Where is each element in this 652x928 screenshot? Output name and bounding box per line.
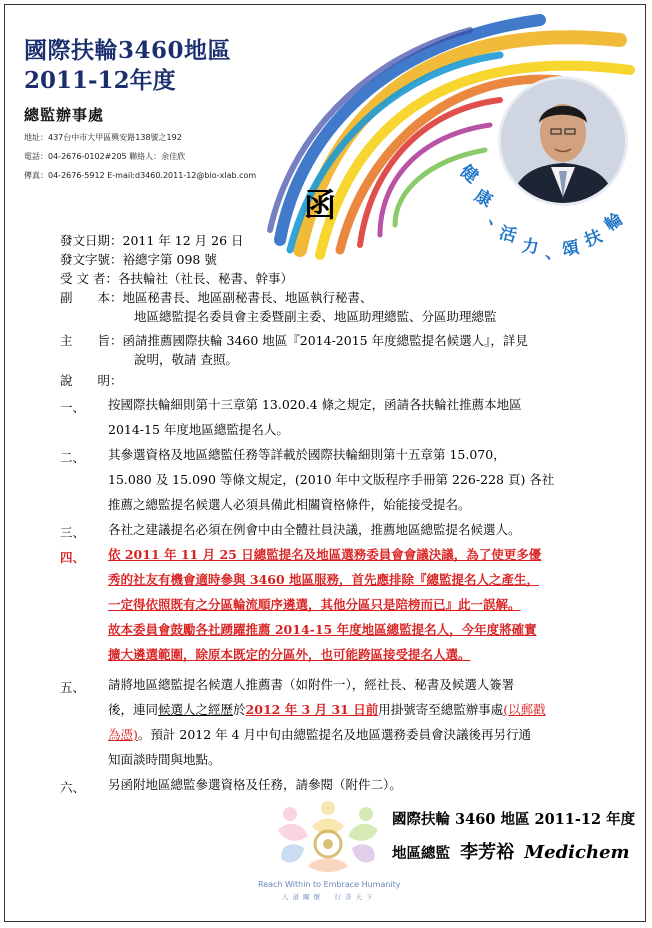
slogan-char: 力 — [520, 236, 540, 258]
paragraph-line: 15.080 及 15.090 等條文規定，(2010 年中文版程序手冊第 226-228 頁) 各社 — [108, 472, 555, 487]
number-row — [60, 250, 217, 269]
item-paragraph — [108, 392, 522, 442]
governor-portrait — [498, 76, 628, 206]
slogan-char: 、 — [485, 208, 510, 234]
subject-label: 主 旨： — [60, 333, 123, 348]
item-number: 三、 — [60, 525, 86, 540]
paragraph-line — [108, 722, 546, 747]
item-paragraph — [108, 772, 402, 797]
paragraph-line: 請將地區總監提名候選人推薦書（如附件一），經社長、秘書及候選人簽署 — [108, 677, 515, 692]
paragraph-line: 其參選資格及地區總監任務等詳載於國際扶輪細則第十五章第 15.070， — [108, 447, 506, 462]
recipient-row — [60, 269, 293, 288]
paragraph-line: 一定得依照既有之分區輪流順序遴選，其他分區只是陪榜而已』此一誤解。 — [108, 597, 521, 612]
slogan-char: 、 — [545, 243, 562, 263]
postmark-note: 為憑) — [108, 727, 138, 742]
item-number: 六、 — [60, 780, 86, 795]
rotary-theme-english: Reach Within to Embrace Humanity — [258, 880, 401, 889]
paragraph-line: 知面談時間與地點。 — [108, 752, 221, 767]
signature-name: 李芳裕 — [460, 842, 515, 863]
paragraph-line: 擴大遴選範圍，除原本既定的分區外，也可能跨區接受提名人選。 — [108, 647, 471, 662]
slogan-char: 扶 — [581, 226, 606, 252]
cc-value: 地區秘書長、地區副秘書長、地區執行秘書、 — [122, 290, 373, 305]
number-label: 發文字號： — [60, 252, 123, 267]
cc-value-continued: 地區總監提名委員會主委暨副主委、地區助理總監、分區助理總監 — [134, 309, 497, 324]
postmark-note: (以郵戳 — [503, 702, 546, 717]
signature-role: 地區總監 — [392, 845, 450, 862]
district-title: 國際扶輪3460地區 — [24, 37, 232, 64]
slogan-char: 健 — [455, 161, 482, 188]
slogan-char: 頌 — [560, 237, 582, 261]
rotary-theme-chinese: 人道關懷 行善天下 — [282, 893, 377, 901]
item-number: 一、 — [60, 400, 86, 415]
signature-handwriting: Medichem — [524, 842, 630, 863]
text-run: 候選人之經歷 — [158, 702, 234, 717]
subject-value: 函請推薦國際扶輪 3460 地區『2014-2015 年度總監提名候選人』，詳見 — [122, 333, 528, 348]
item-paragraph — [108, 442, 554, 517]
document-type: 函 — [304, 186, 337, 224]
paragraph-line — [108, 697, 546, 722]
cc-row — [60, 288, 373, 307]
date-label: 發文日期： — [60, 233, 123, 248]
text-run: 用掛號寄至總監辦事處 — [378, 702, 504, 717]
item-paragraph — [108, 517, 521, 542]
paragraph-line: 另函附地區總監參選資格及任務，請參閱（附件二）。 — [108, 777, 402, 792]
item-number: 五、 — [60, 680, 86, 695]
deadline-date: 2012 年 3 月 31 日前 — [245, 702, 379, 717]
office-name: 總監辦事處 — [24, 106, 105, 124]
paragraph-line: 2014-15 年度地區總監提名人。 — [108, 422, 289, 437]
item-paragraph-emphasis — [108, 542, 541, 667]
subject-value-continued: 說明，敬請 查照。 — [134, 352, 238, 367]
recipient-label: 受 文 者： — [60, 271, 118, 286]
cc-label: 副 本： — [60, 290, 123, 305]
slogan-char: 康 — [470, 185, 496, 212]
text-run: 後，連同 — [108, 702, 159, 717]
fax-email-line: 傳真：04-2676-5912 E-mail:d3460.2011-12@bio-xlab.com — [24, 171, 257, 180]
rotary-people-logo — [268, 800, 388, 880]
signature-block — [392, 838, 630, 864]
item-number: 二、 — [60, 450, 86, 465]
rotary-year-title: 2011-12年度 — [24, 67, 176, 94]
phone-line: 電話：04-2676-0102#205 聯絡人：余佳欣 — [24, 152, 186, 161]
recipient-value: 各扶輪社（社長、秘書、幹事） — [117, 271, 293, 286]
date-row — [60, 231, 244, 250]
item-number: 四、 — [60, 550, 86, 565]
date-value: 2011 年 12 月 26 日 — [122, 233, 244, 248]
number-value: 裕總字第 098 號 — [122, 252, 217, 267]
subject-row — [60, 331, 528, 350]
slogan-char: 輪 — [601, 209, 627, 236]
paragraph-line: 秀的社友有機會適時參與 3460 地區服務，首先應排除『總監提名人之產生， — [108, 572, 539, 587]
paragraph-line: 推薦之總監提名候選人必須具備此相關資格條件，始能接受提名。 — [108, 497, 471, 512]
text-run: 於 — [233, 702, 246, 717]
signature-district: 國際扶輪 3460 地區 2011-12 年度 — [392, 811, 636, 828]
explanation-label: 說 明： — [60, 373, 123, 388]
item-paragraph — [108, 672, 546, 772]
paragraph-line: 故本委員會鼓勵各社踴躍推薦 2014-15 年度地區總監提名人，今年度將確實 — [108, 622, 537, 637]
paragraph-line: 按國際扶輪細則第十三章第 13.020.4 條之規定，函請各扶輪社推薦本地區 — [108, 397, 522, 412]
address-line: 地址：437台中市大甲區興安路138號之192 — [24, 133, 182, 142]
paragraph-line: 依 2011 年 11 月 25 日總監提名及地區選務委員會會議決議，為了使更多優 — [108, 547, 542, 562]
text-run: 。預計 2012 年 4 月中旬由總監提名及地區選務委員會決議後再另行通 — [137, 727, 532, 742]
slogan-char: 活 — [497, 223, 519, 247]
paragraph-line: 各社之建議提名必須在例會中由全體社員決議，推薦地區總監提名候選人。 — [108, 522, 521, 537]
